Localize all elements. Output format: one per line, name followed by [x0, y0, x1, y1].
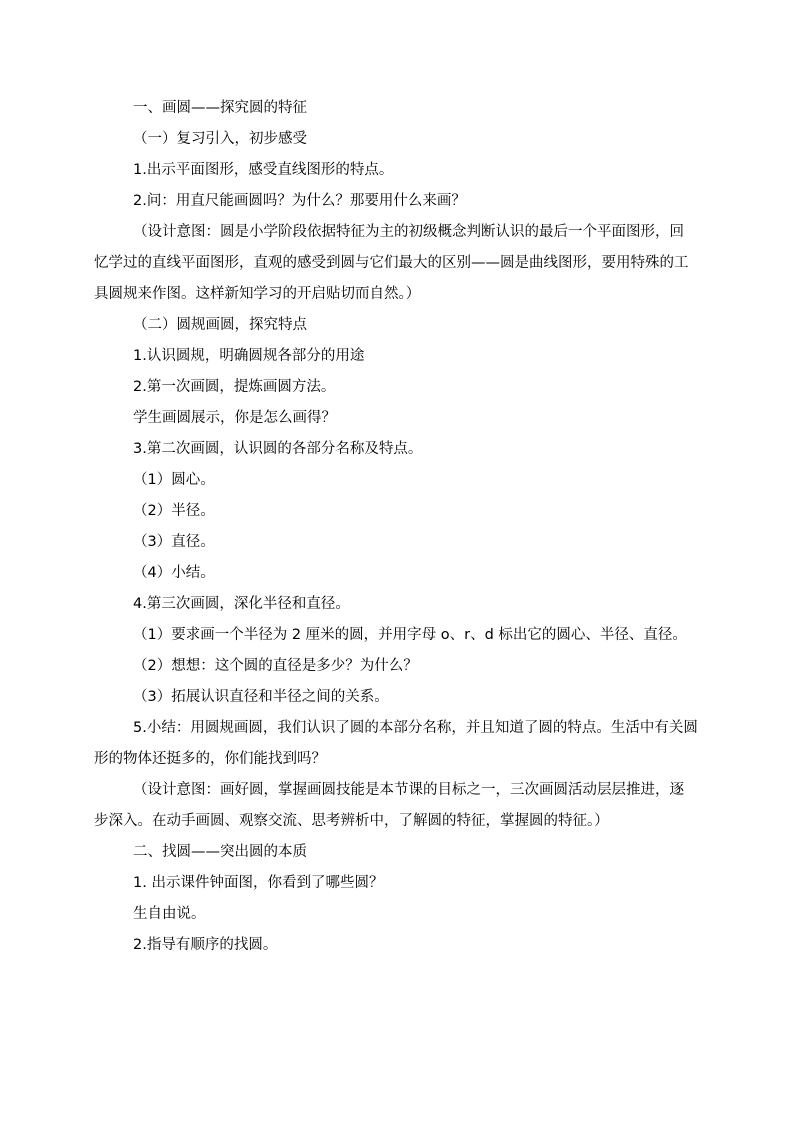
list-item: （2）半径。: [133, 503, 215, 519]
paragraph: 学生画圆展示，你是怎么画得？: [133, 410, 336, 426]
paragraph: 1.出示平面图形，感受直线图形的特点。: [133, 162, 394, 178]
design-note: （设计意图：圆是小学阶段依据特征为主的初级概念判断认识的最后一个平面图形，回忆学过的直线平面图形，直观的感受到圆与它们最大的区别——圆是曲线图形，要用特殊的工具圆规来作图。这样新知学习的开启贴切而自然。）: [94, 224, 689, 302]
subsection-heading: （二）圆规画圆，探究特点: [133, 317, 307, 333]
paragraph: 2.问：用直尺能画圆吗？为什么？那要用什么来画？: [133, 193, 466, 209]
paragraph: 1.认识圆规，明确圆规各部分的用途: [133, 348, 365, 364]
paragraph: 2.指导有顺序的找圆。: [133, 937, 278, 953]
list-item: （3）直径。: [133, 534, 215, 550]
paragraph: 4.第三次画圆，深化半径和直径。: [133, 596, 350, 612]
paragraph: 2.第一次画圆，提炼画圆方法。: [133, 379, 336, 395]
document-body: [94, 93, 700, 961]
list-item: （3）拓展认识直径和半径之间的关系。: [133, 689, 389, 705]
paragraph: 生自由说。: [133, 906, 206, 922]
section-heading-1: 一、画圆——探究圆的特征: [133, 100, 307, 116]
list-item: （4）小结。: [133, 565, 215, 581]
list-item: （2）想想：这个圆的直径是多少？为什么？: [133, 658, 418, 674]
paragraph: 1. 出示课件钟面图，你看到了哪些圆？: [133, 875, 384, 891]
design-note: （设计意图：画好圆，掌握画圆技能是本节课的目标之一，三次画圆活动层层推进，逐步深入。在动手画圆、观察交流、思考辨析中，了解圆的特征，掌握圆的特征。）: [94, 782, 684, 829]
section-heading-2: 二、找圆——突出圆的本质: [133, 844, 307, 860]
subsection-heading: （一）复习引入，初步感受: [133, 131, 307, 147]
list-item: （1）要求画一个半径为 2 厘米的圆，并用字母 o、r、d 标出它的圆心、半径、直径。: [133, 627, 687, 643]
paragraph: 3.第二次画圆，认识圆的各部分名称及特点。: [133, 441, 423, 457]
list-item: （1）圆心。: [133, 472, 215, 488]
paragraph: 5.小结：用圆规画圆，我们认识了圆的本部分名称，并且知道了圆的特点。生活中有关圆形的物体还挺多的，你们能找到吗？: [94, 720, 698, 767]
